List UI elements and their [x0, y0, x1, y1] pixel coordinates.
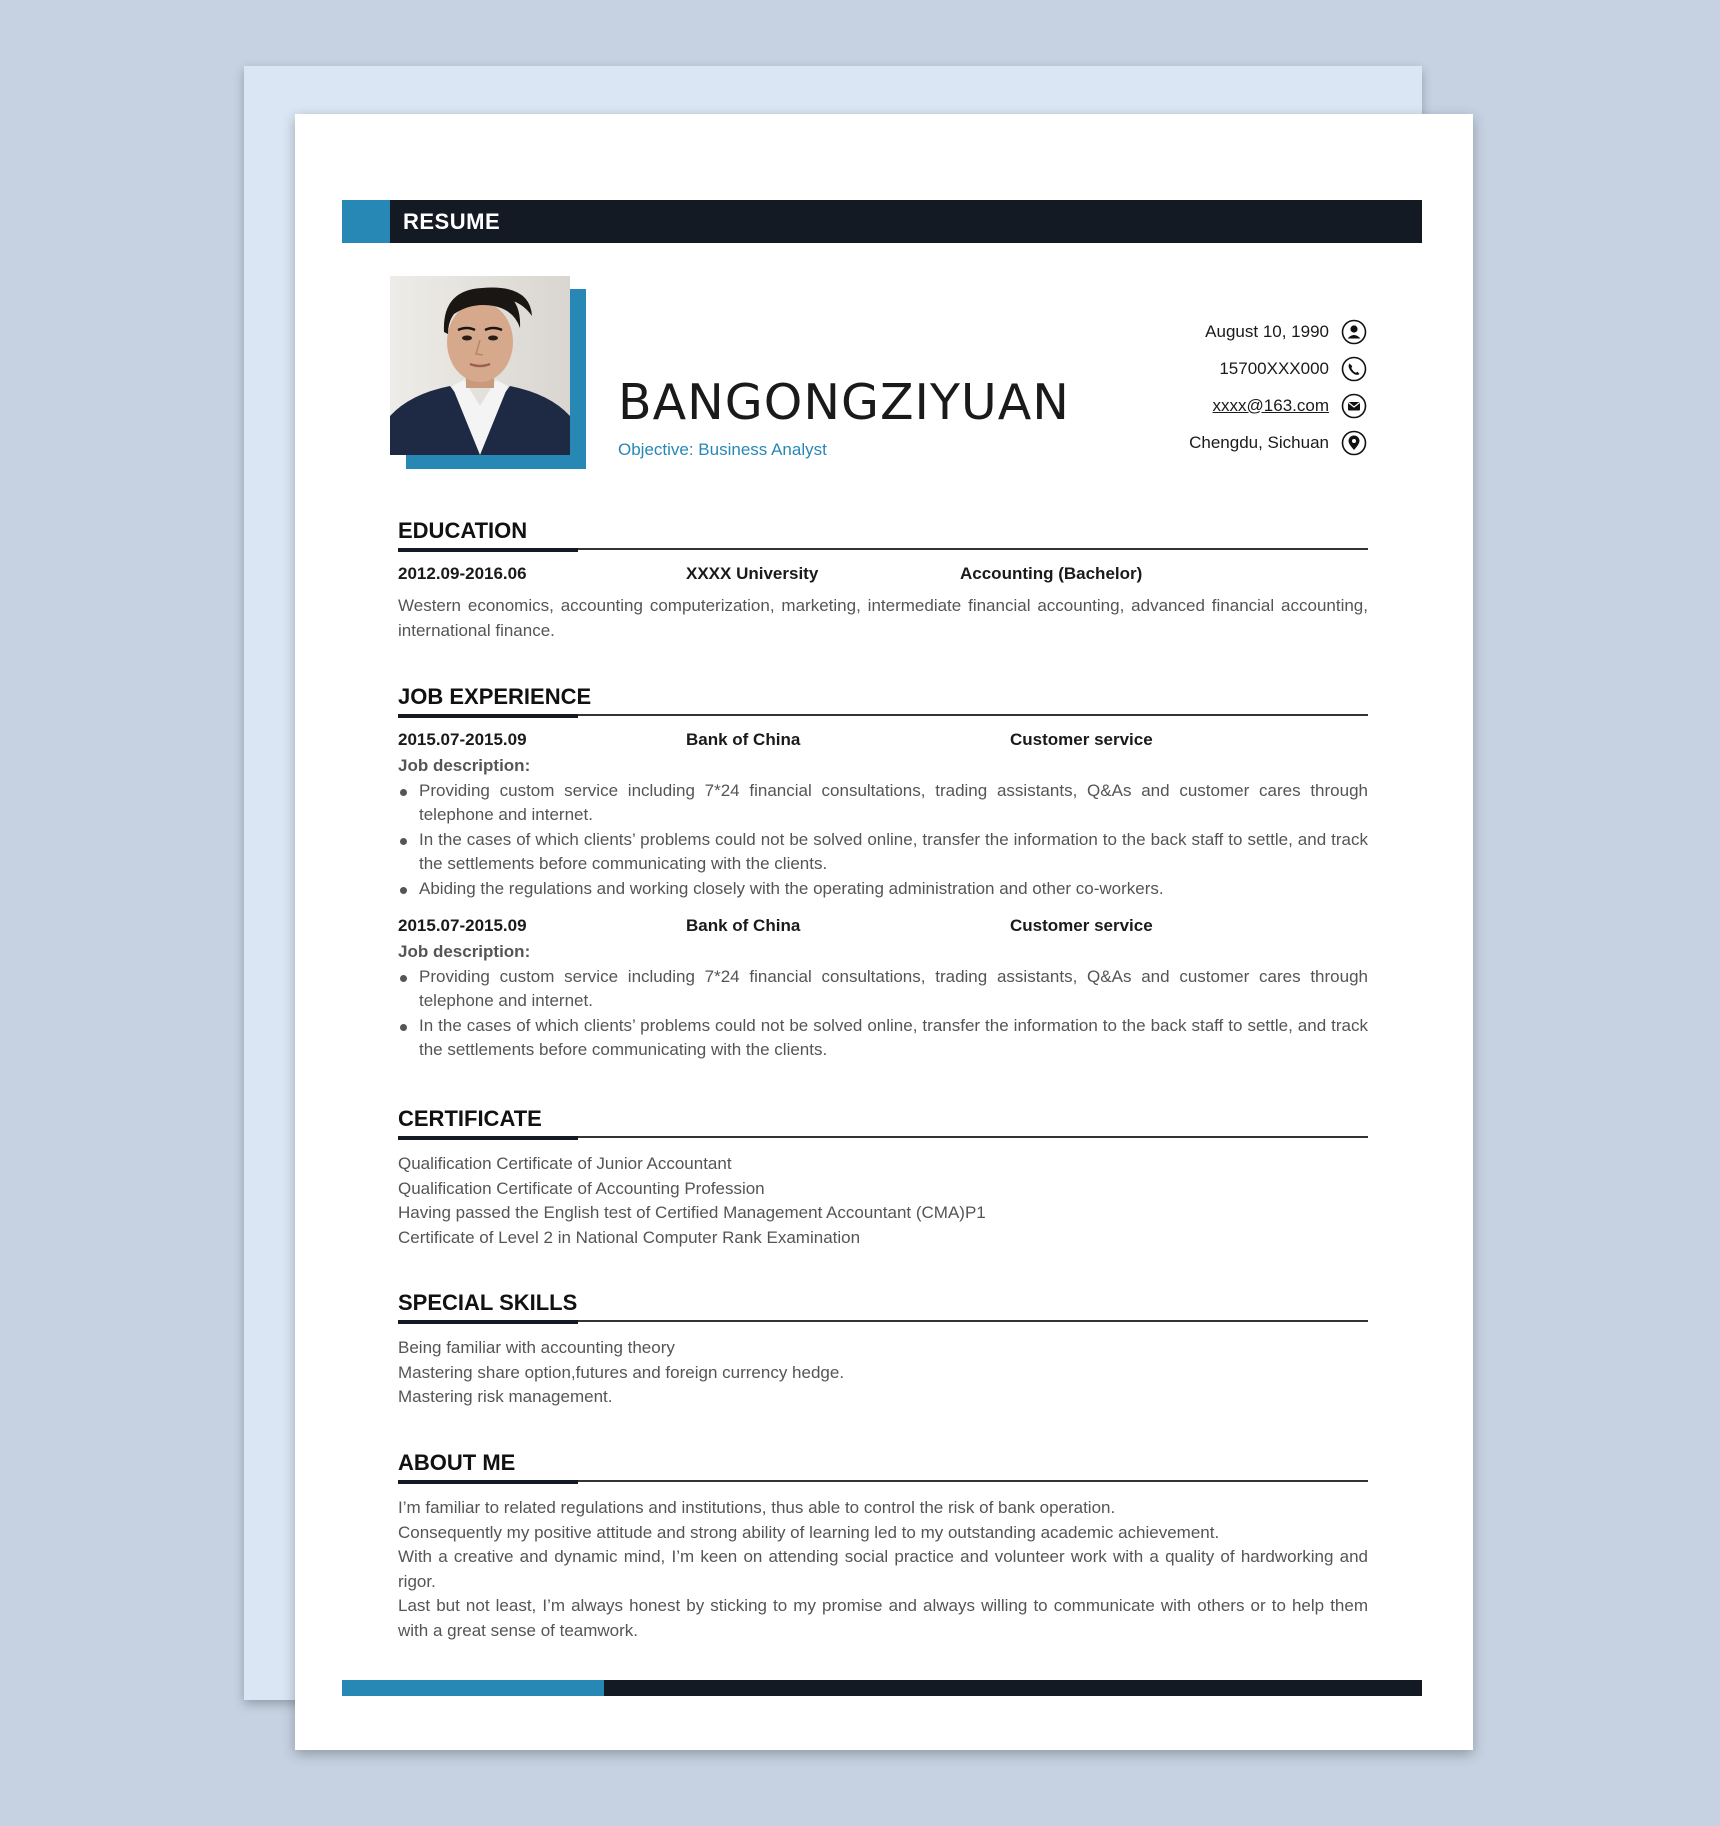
job-row [398, 730, 1368, 754]
job-bullet: Providing custom service including 7*24 financial consultations, trading assistants, Q&As and customer cares through telephone and internet. [398, 779, 1368, 828]
section-divider [398, 1320, 1368, 1324]
certificate-section [398, 1104, 1368, 1250]
email-link[interactable]: xxxx@163.com [1212, 395, 1329, 415]
contact-email [1027, 387, 1367, 424]
job-role: Customer service [1010, 730, 1153, 749]
phone-icon [1341, 356, 1367, 382]
resume-page [295, 114, 1473, 1750]
job-description-label: Job description: [398, 756, 531, 775]
phone-text[interactable]: 15700XXX000 [1219, 358, 1329, 378]
section-divider [398, 548, 1368, 552]
footer-accent [342, 1680, 604, 1696]
contact-phone [1027, 350, 1367, 387]
location-text: Chengdu, Sichuan [1189, 432, 1329, 452]
education-degree: Accounting (Bachelor) [960, 564, 1143, 583]
certificate-item: Qualification Certificate of Junior Accountant [398, 1154, 732, 1173]
section-divider [398, 714, 1368, 718]
job-experience-title: JOB EXPERIENCE [398, 684, 592, 709]
footer-bar [342, 1680, 1422, 1696]
contact-birthday [1027, 313, 1367, 350]
about-item: Consequently my positive attitude and strong ability of learning led to my outstanding academic achievement. [398, 1522, 1220, 1542]
special-skills-section [398, 1288, 1368, 1410]
skill-item: Mastering share option,futures and foreign currency hedge. [398, 1362, 845, 1382]
birthday-text: August 10, 1990 [1205, 321, 1329, 341]
person-icon [1341, 319, 1367, 345]
job-bullet: In the cases of which clients’ problems could not be solved online, transfer the information to the back staff to settle, and track the settlements before communicating with the clients. [398, 828, 1368, 877]
education-period: 2012.09-2016.06 [398, 564, 527, 583]
section-divider [398, 1136, 1368, 1140]
job-company: Bank of China [686, 730, 801, 749]
about-me-title: ABOUT ME [398, 1450, 516, 1475]
job-company: Bank of China [686, 916, 801, 935]
certificate-item: Qualification Certificate of Accounting Profession [398, 1178, 765, 1198]
contact-location [1027, 424, 1367, 461]
job-bullet: Providing custom service including 7*24 financial consultations, trading assistants, Q&As and customer cares through telephone and internet. [398, 965, 1368, 1014]
header-bar [342, 200, 1422, 243]
special-skills-title: SPECIAL SKILLS [398, 1290, 578, 1315]
job-entry [398, 730, 1368, 901]
job-description-label: Job description: [398, 942, 531, 961]
section-divider [398, 1480, 1368, 1484]
about-item: I’m familiar to related regulations and institutions, thus able to control the risk of bank operation. [398, 1498, 1116, 1517]
job-period: 2015.07-2015.09 [398, 916, 527, 935]
education-title: EDUCATION [398, 518, 528, 543]
about-list [398, 1496, 1368, 1643]
skill-item: Mastering risk management. [398, 1387, 613, 1406]
job-period: 2015.07-2015.09 [398, 730, 527, 749]
portrait-image [390, 276, 570, 455]
job-bullet: In the cases of which clients’ problems could not be solved online, transfer the information to the back staff to settle, and track the settlements before communicating with the clients. [398, 1014, 1368, 1063]
education-section [398, 516, 1368, 643]
job-bullets [398, 965, 1368, 1063]
candidate-name: BANGONGZIYUAN [618, 374, 1070, 431]
location-icon [1341, 430, 1367, 456]
certificate-list [398, 1152, 1368, 1250]
education-description: Western economics, accounting computerization, marketing, intermediate financial accounting, advanced financial accounting, international finance. [398, 596, 1368, 640]
certificate-title: CERTIFICATE [398, 1106, 542, 1131]
about-item: With a creative and dynamic mind, I’m keen on attending social practice and volunteer work with a quality of hardworking and rigor. [398, 1547, 1368, 1591]
profile-photo [390, 276, 570, 455]
job-row [398, 916, 1368, 940]
certificate-item: Having passed the English test of Certified Management Accountant (CMA)P1 [398, 1203, 986, 1222]
job-role: Customer service [1010, 916, 1153, 935]
job-bullet: Abiding the regulations and working closely with the operating administration and other co-workers. [398, 877, 1368, 902]
about-me-section [398, 1448, 1368, 1643]
header-accent [342, 200, 390, 243]
job-entry [398, 916, 1368, 1063]
objective: Objective: Business Analyst [618, 440, 827, 459]
certificate-item: Certificate of Level 2 in National Computer Rank Examination [398, 1227, 861, 1247]
job-bullets [398, 779, 1368, 902]
skill-item: Being familiar with accounting theory [398, 1338, 675, 1357]
contact-block [1027, 313, 1367, 461]
about-item: Last but not least, I’m always honest by sticking to my promise and always willing to communicate with others or to help them with a great sense of teamwork. [398, 1596, 1368, 1640]
resume-title: RESUME [403, 209, 501, 234]
job-experience-section [398, 682, 1368, 1063]
education-school: XXXX University [686, 564, 819, 583]
education-row [398, 564, 1368, 588]
mail-icon [1341, 393, 1367, 419]
skills-list [398, 1336, 1368, 1410]
